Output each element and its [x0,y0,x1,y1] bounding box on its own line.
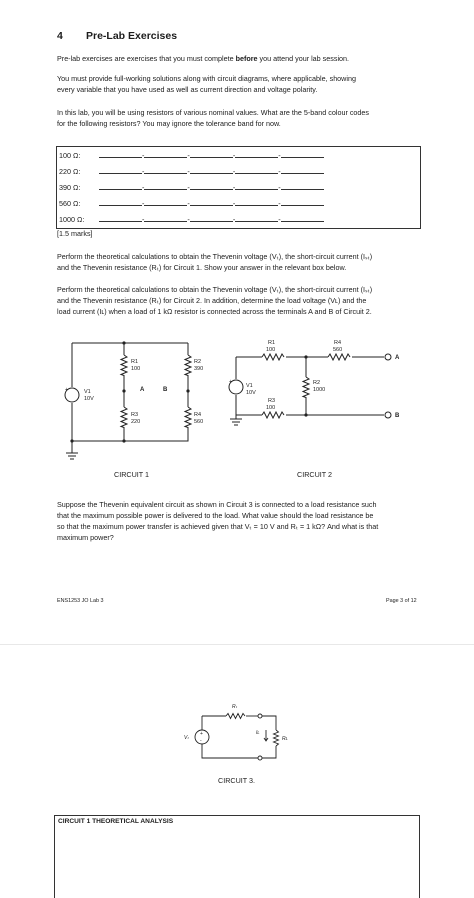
answer-blank[interactable] [99,199,142,206]
c2-node-b: B [395,413,400,419]
question-line: and the Thevenin resistance (Rₜ) for Circuit 2. In addition, determine the load voltage (Vʟ) and the [57,296,367,305]
question-line: maximum power? [57,533,114,542]
circuit-1-diagram [60,335,220,465]
circuit2-question [57,284,420,317]
c3-vt-label: Vₜ [184,735,189,741]
circuit-3-diagram [180,698,300,768]
question-line: Perform the theoretical calculations to obtain the Thevenin voltage (Vₜ), the short-circuit current (Iₛₜ) [57,285,373,294]
c2-v1-name: V1 [246,383,253,389]
answer-blank[interactable] [281,167,324,174]
answer-row: 390 Ω: - - - - [59,183,324,192]
c1-node-b: B [163,387,168,393]
requirements-paragraph [57,73,420,95]
answer-row: 560 Ω: - - - - [59,199,324,208]
c2-r4-value: 560 [333,347,343,353]
c2-node-a: A [395,355,400,361]
answer-blank[interactable] [144,183,187,190]
c3-il-label: Iʟ [256,730,260,736]
page-break-divider [0,644,474,645]
requirements-line: You must provide full-working solutions along with circuit diagrams, where applicable, showing [57,74,356,83]
c2-r2-name: R2 [313,380,321,386]
requirements-line: every variable that you have used as well as current direction and voltage polarity. [57,85,318,94]
answer-blank[interactable] [190,215,233,222]
c1-r1-name: R1 [131,359,139,365]
c2-v1-value: 10V [246,390,256,396]
answer-row: 1000 Ω: - - - - [59,215,324,224]
answer-blank[interactable] [144,215,187,222]
question-line: so that the maximum power transfer is achieved given that Vₜ = 10 V and Rₜ = 1 kΩ? And what is that [57,522,379,531]
c2-r1-name: R1 [268,340,276,346]
c1-r1-value: 100 [131,366,141,372]
circuit-1-caption: CIRCUIT 1 [114,470,150,479]
c3-rl-label: Rʟ [282,736,288,742]
c2-r2-value: 1000 [313,387,326,393]
question-line: Perform the theoretical calculations to obtain the Thevenin voltage (Vₜ), the short-circuit current (Iₛₜ) [57,252,373,261]
svg-text:+: + [65,387,68,393]
c1-r3-value: 220 [131,419,141,425]
answer-row: 220 Ω: - - - - [59,167,324,176]
answer-blank[interactable] [99,183,142,190]
intro-text: Pre-lab exercises are exercises that you must complete [57,54,236,63]
question-line: for the following resistors? You may ignore the tolerance band for now. [57,119,281,128]
answer-blank[interactable] [144,199,187,206]
row-label: 560 Ω: [59,199,81,208]
c3-rt-label: Rₜ [232,704,238,710]
answer-blank[interactable] [144,167,187,174]
c2-r3-value: 100 [266,405,276,411]
c2-r3-name: R3 [268,398,276,404]
c1-v1-value: 10V [84,396,94,402]
answer-blank[interactable] [235,183,278,190]
section-title: Pre-Lab Exercises [86,30,178,42]
c1-r3-name: R3 [131,412,139,418]
circuit-3-caption: CIRCUIT 3. [218,776,256,785]
question-line: that the maximum possible power is delivered to the load. What value should the load resistance be [57,511,374,520]
c1-v1-name: V1 [84,389,91,395]
answer-blank[interactable] [190,199,233,206]
row-label: 100 Ω: [59,151,81,160]
question-line: Suppose the Thevenin equivalent circuit as shown in Circuit 3 is connected to a load resistance such [57,500,377,509]
answer-blank[interactable] [190,183,233,190]
svg-text:+: + [200,731,203,737]
answer-blank[interactable] [281,183,324,190]
answer-blank[interactable] [235,215,278,222]
footer-left: ENS1253 JO Lab 3 [57,598,104,604]
c1-r4-value: 560 [194,419,204,425]
answer-blank[interactable] [99,215,142,222]
circuit-1-analysis-box[interactable] [54,815,420,898]
answer-row: 100 Ω: - - - - [59,151,324,160]
row-label: 220 Ω: [59,167,81,176]
circuit-2-caption: CIRCUIT 2 [297,470,333,479]
answer-blank[interactable] [281,151,324,158]
c1-r2-value: 390 [194,366,204,372]
circuit-2-diagram [224,335,424,435]
answer-blank[interactable] [281,199,324,206]
answer-blank[interactable] [190,167,233,174]
answer-blank[interactable] [235,151,278,158]
c2-r1-value: 100 [266,347,276,353]
intro-bold: before [235,54,258,63]
circuit1-question [57,251,420,273]
answer-blank[interactable] [190,151,233,158]
c1-r2-name: R2 [194,359,202,365]
answer-blank[interactable] [144,151,187,158]
intro-text-end: you attend your lab session. [257,54,350,63]
analysis-box-title: CIRCUIT 1 THEORETICAL ANALYSIS [58,818,174,825]
max-power-question [57,499,420,543]
c1-node-a: A [140,387,145,393]
section-number: 4 [57,30,63,42]
marks-label: [1.5 marks] [57,229,93,238]
answer-blank[interactable] [281,215,324,222]
c2-r4-name: R4 [334,340,342,346]
answer-blank[interactable] [99,151,142,158]
footer-page-number: Page 3 of 12 [386,598,417,604]
answer-blank[interactable] [235,167,278,174]
question-line: and the Thevenin resistance (Rₜ) for Circuit 1. Show your answer in the relevant box below. [57,263,347,272]
svg-text:-: - [200,738,202,744]
colour-code-question [57,107,420,129]
row-label: 390 Ω: [59,183,81,192]
c1-r4-name: R4 [194,412,202,418]
intro-paragraph [57,53,420,64]
answer-blank[interactable] [235,199,278,206]
svg-text:+: + [229,379,232,385]
row-label: 1000 Ω: [59,215,85,224]
question-line: load current (Iʟ) when a load of 1 kΩ resistor is connected across the terminals A and B of Circuit 2. [57,307,372,316]
colour-code-answer-box [56,146,421,229]
answer-blank[interactable] [99,167,142,174]
question-line: In this lab, you will be using resistors of various nominal values. What are the 5-band colour codes [57,108,370,117]
